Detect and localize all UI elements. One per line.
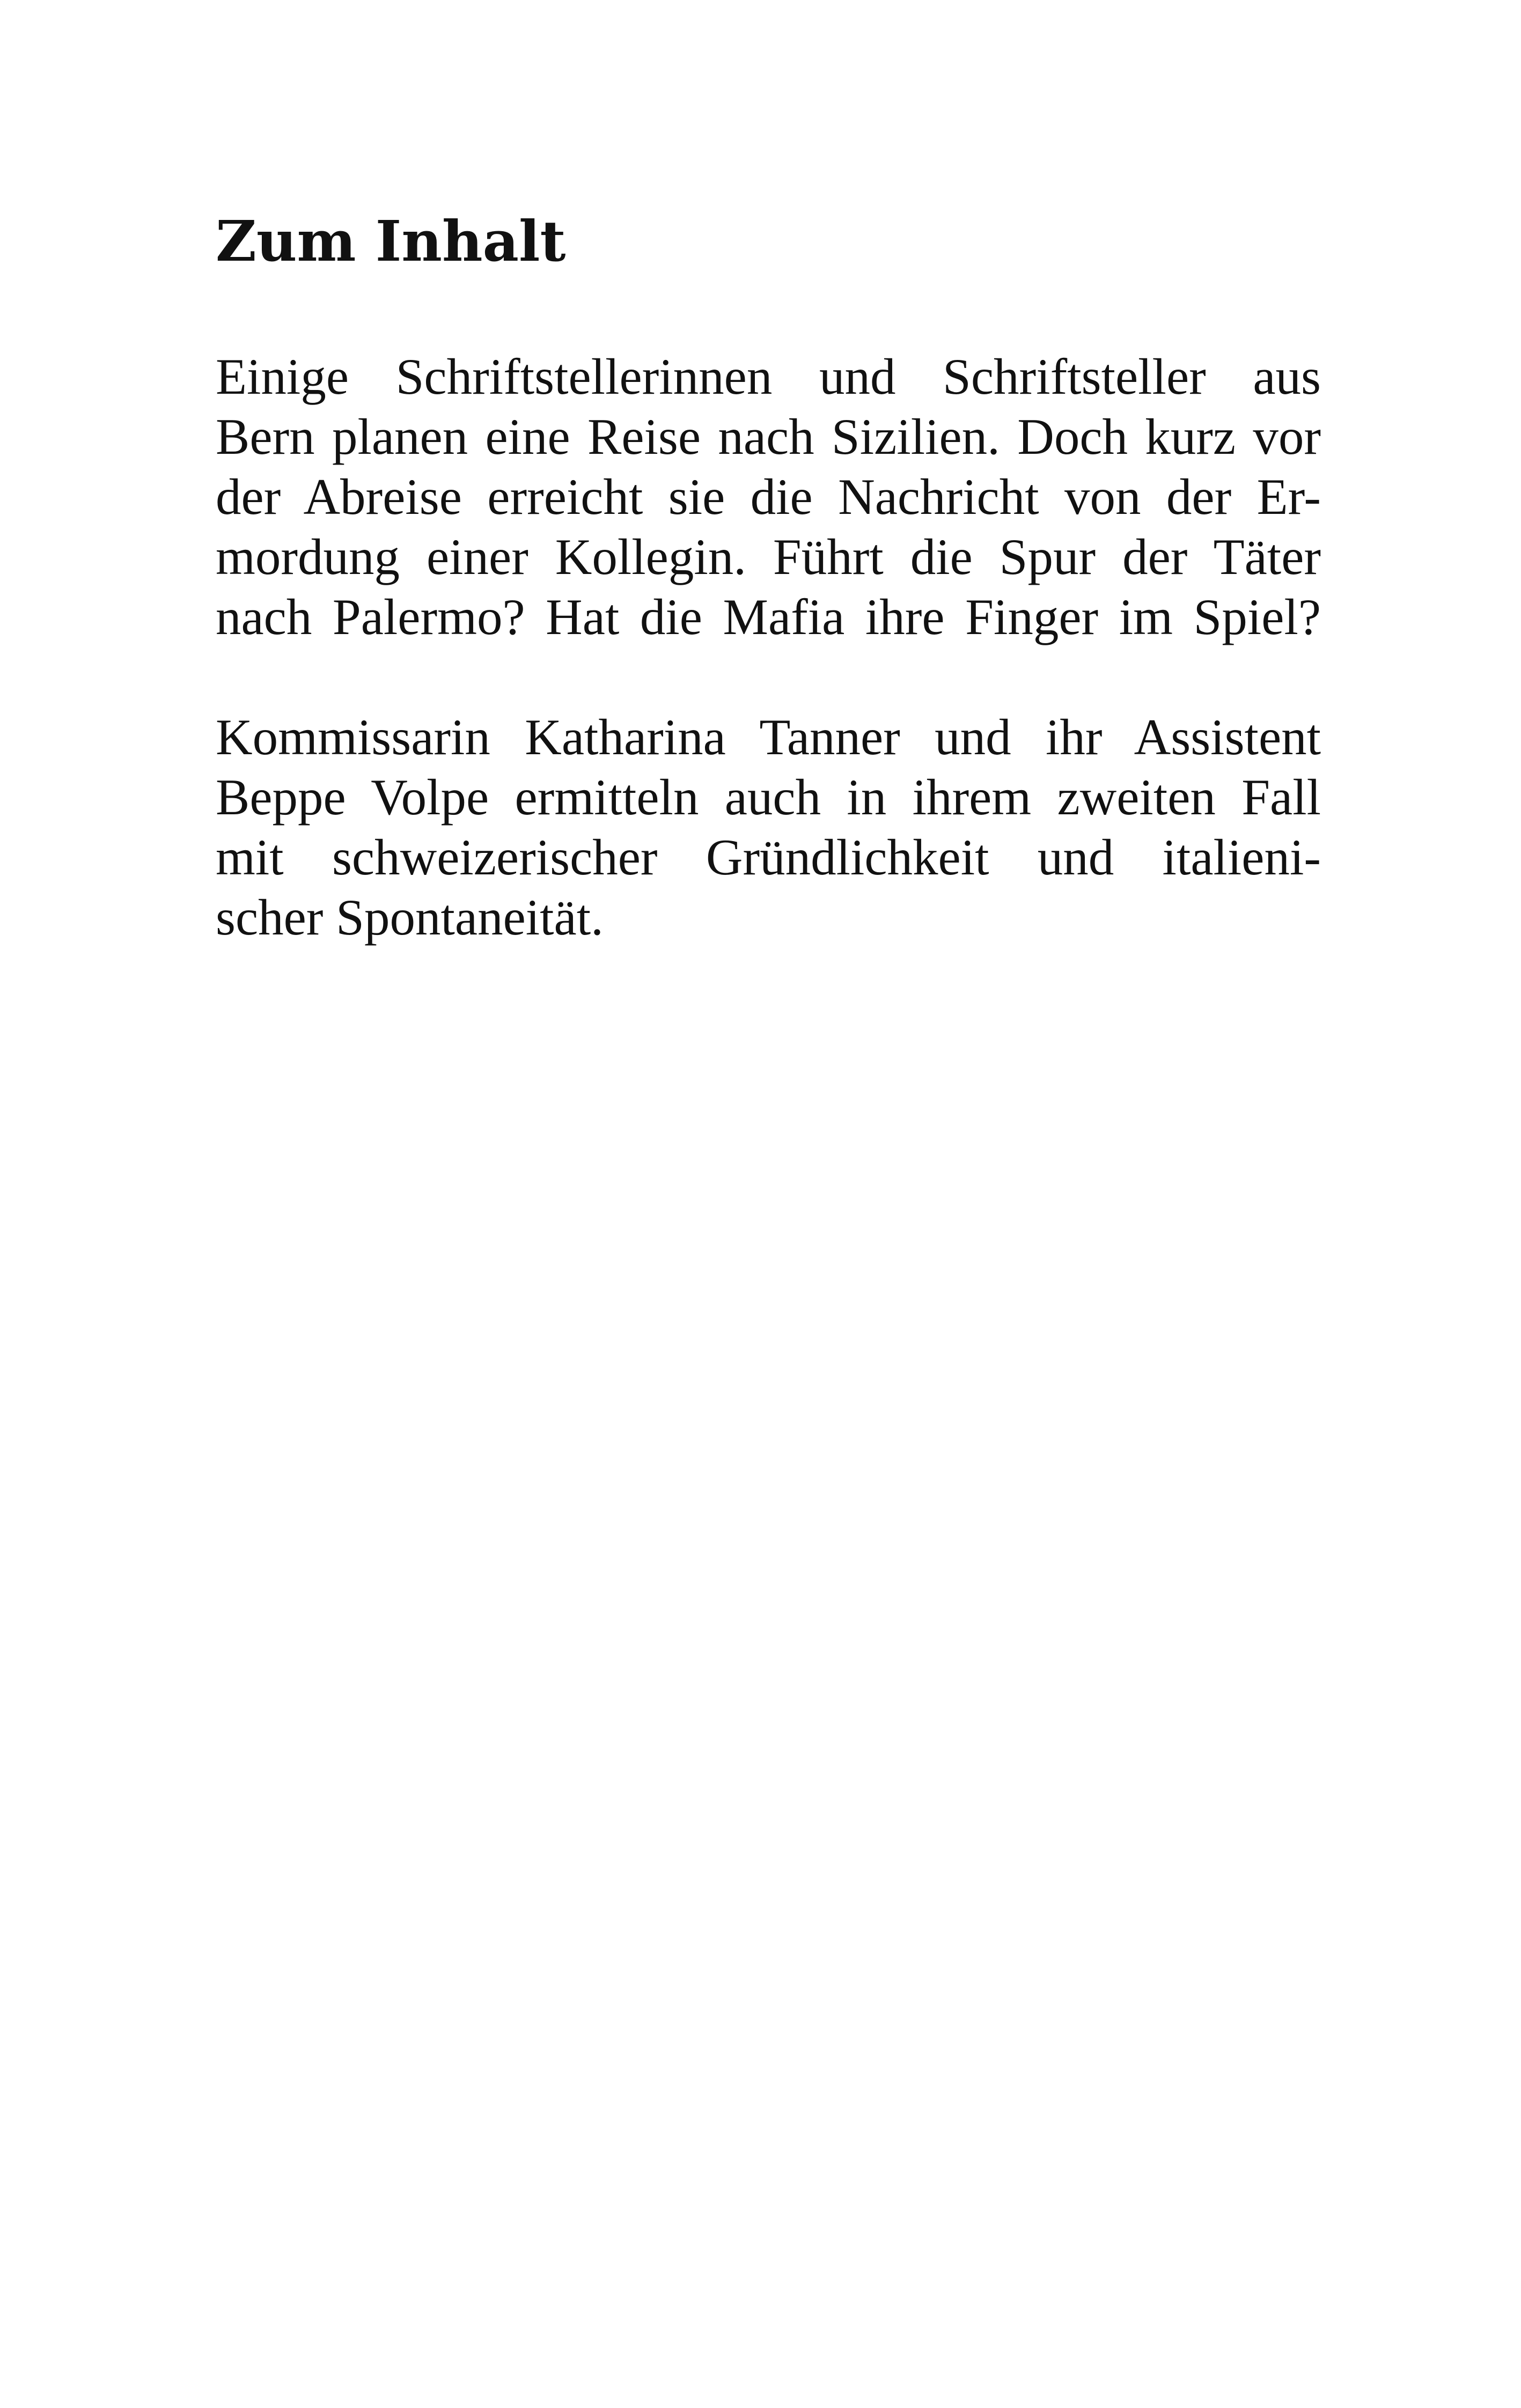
paragraph-1-line-5: nach Palermo? Hat die Mafia ihre Finger im Spiel?	[216, 588, 1321, 645]
paragraph-1-line-2: Bern planen eine Reise nach Sizilien. Doch kurz vor	[216, 408, 1321, 465]
paragraph-1-line-4: mordung einer Kollegin. Führt die Spur der Täter	[216, 528, 1321, 585]
paragraph-2-line-3: mit schweizerischer Gründlichkeit und italieni-	[216, 829, 1321, 886]
paragraph-1-line-1: Einige Schriftstellerinnen und Schriftsteller aus	[216, 348, 1321, 405]
paragraph-2-line-2: Beppe Volpe ermitteln auch in ihrem zweiten Fall	[216, 769, 1321, 826]
paragraph-2-line-1: Kommissarin Katharina Tanner und ihr Assistent	[216, 709, 1321, 765]
paragraph-2-line-4: scher Spontaneität.	[216, 889, 604, 946]
paragraph-1-line-3: der Abreise erreicht sie die Nachricht von der Er-	[216, 468, 1321, 525]
page-heading: Zum Inhalt	[216, 208, 566, 274]
